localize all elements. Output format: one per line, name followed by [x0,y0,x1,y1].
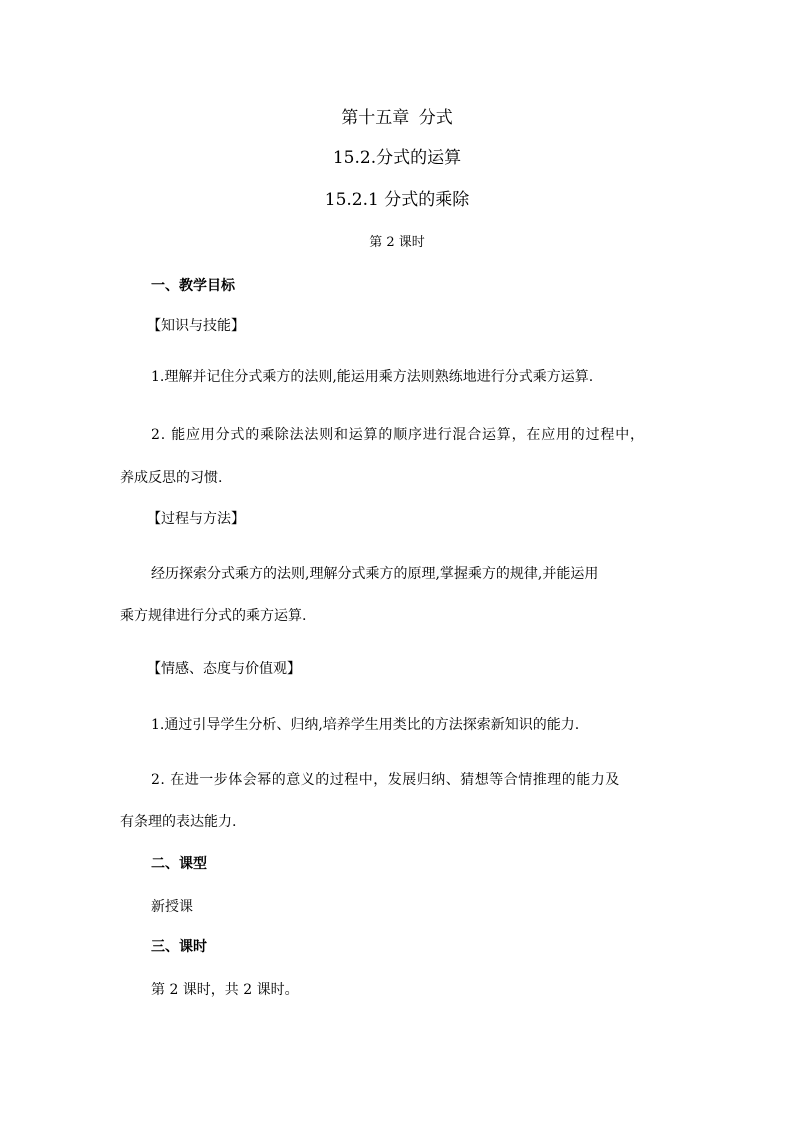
periods-text: 第 2 课时，共 2 课时。 [151,982,299,998]
emotion-values-label: 【情感、态度与价值观】 [147,661,301,677]
knowledge-item-1: 1.理解并记住分式乘方的法则,能运用乘方法则熟练地进行分式乘方运算. [151,369,594,385]
knowledge-item-2-line-1: 2. 能应用分式的乘除法法则和运算的顺序进行混合运算，在应用的过程中， [151,427,645,443]
emotion-item-2-line-2: 有条理的表达能力. [120,814,237,830]
process-text-line-2: 乘方规律进行分式的乘方运算. [120,608,307,624]
periods-heading: 三、课时 [151,939,207,955]
chapter-title: 第十五章 分式 [341,108,453,128]
lesson-type-text: 新授课 [151,899,193,915]
lesson-number: 第 2 课时 [369,235,425,250]
knowledge-item-2-line-2: 养成反思的习惯. [120,470,223,486]
emotion-item-2-line-1: 2. 在进一步体会幂的意义的过程中，发展归纳、猜想等合情推理的能力及 [151,772,620,788]
knowledge-skills-label: 【知识与技能】 [147,318,245,334]
section-title: 15.2.分式的运算 [332,148,462,168]
emotion-item-1: 1.通过引导学生分析、归纳,培养学生用类比的方法探索新知识的能力. [151,717,580,733]
process-text-line-1: 经历探索分式乘方的法则,理解分式乘方的原理,掌握乘方的规律,并能运用 [151,566,599,582]
objectives-heading: 一、教学目标 [151,278,235,294]
lesson-type-heading: 二、课型 [151,856,207,872]
subsection-title: 15.2.1 分式的乘除 [324,190,470,210]
process-methods-label: 【过程与方法】 [147,511,245,527]
